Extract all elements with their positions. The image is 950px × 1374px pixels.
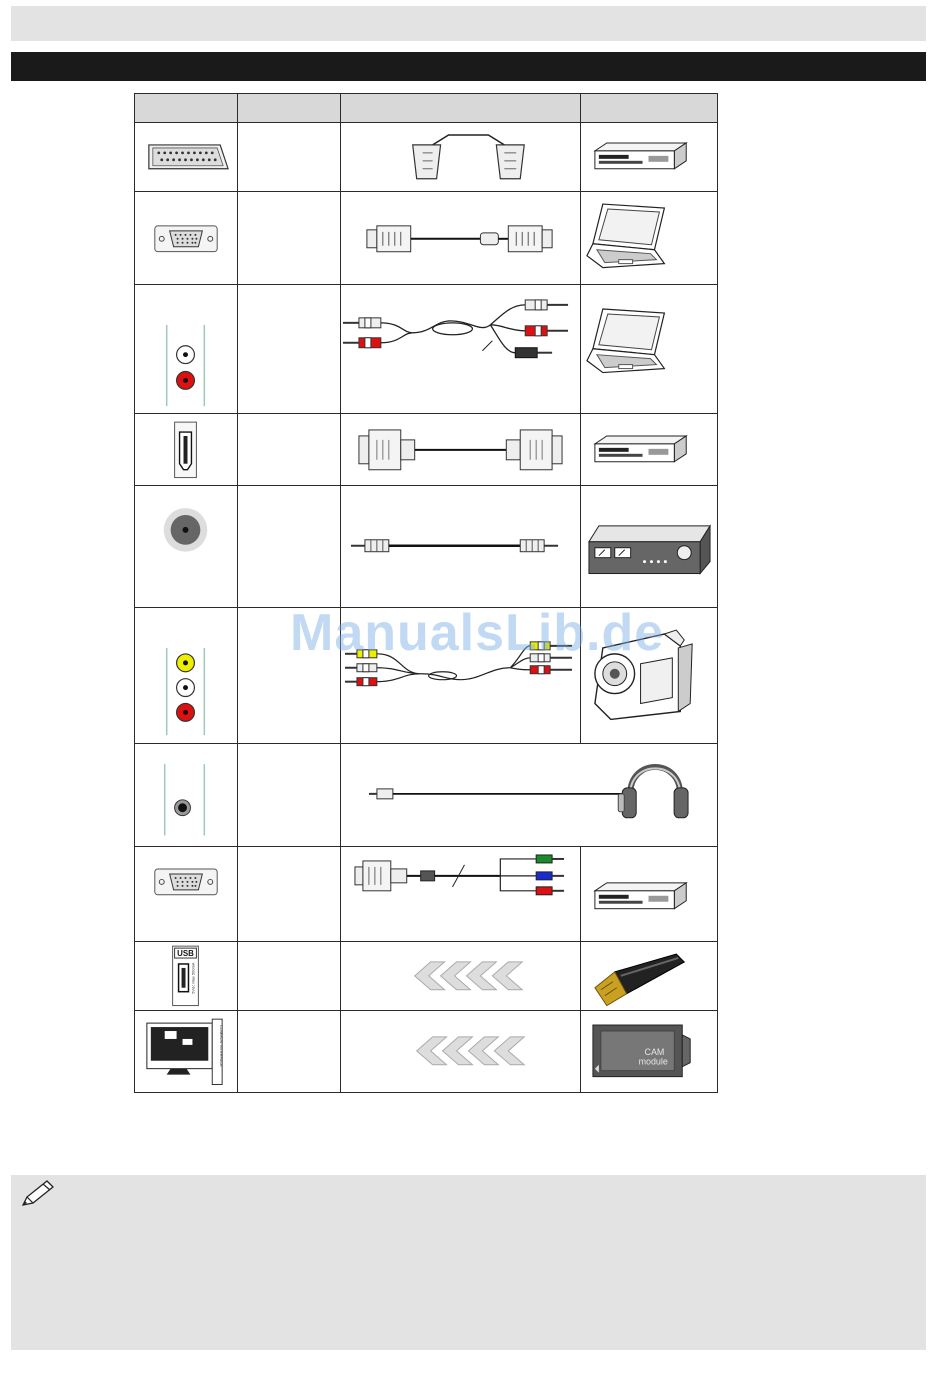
table-row	[135, 941, 718, 1011]
headphone-cable-icon	[341, 744, 718, 847]
row-label	[238, 285, 341, 413]
usb-rating-label: 5Vdc Max 500mA	[190, 962, 196, 994]
table-row	[135, 123, 718, 192]
coax-audio-cable-icon	[341, 486, 581, 607]
note-section	[11, 1175, 926, 1350]
hdmi-cable-icon	[341, 413, 581, 486]
ci-slot-label: COMMON INTERFACE	[219, 1025, 225, 1068]
header-band	[11, 6, 926, 41]
vga-socket-icon	[135, 847, 238, 942]
insert-arrows-icon	[341, 1011, 581, 1093]
scart-cable-icon	[341, 123, 581, 192]
vga-socket-icon	[135, 191, 238, 285]
headphones-icon	[618, 767, 688, 818]
pc-audio-cable-icon	[341, 285, 581, 413]
table-row	[135, 847, 718, 942]
usb-socket-icon	[135, 941, 238, 1011]
cam-label-line1: CAM	[644, 1047, 665, 1058]
laptop-icon	[581, 285, 718, 413]
spdif-coax-socket-icon	[135, 486, 238, 607]
laptop-icon	[581, 191, 718, 285]
insert-arrows-icon	[341, 941, 581, 1011]
cam-label-line2: module	[638, 1057, 668, 1068]
row-label	[238, 413, 341, 486]
ypbpr-cable-icon	[341, 847, 581, 942]
pencil-icon	[21, 1179, 57, 1207]
table-row	[135, 486, 718, 607]
dvd-recorder-icon	[581, 847, 718, 942]
headphone-jack-icon	[135, 744, 238, 847]
row-label	[238, 191, 341, 285]
header-type	[238, 94, 341, 123]
row-label	[238, 1011, 341, 1093]
header-connector	[135, 94, 238, 123]
scart-socket-icon	[135, 123, 238, 192]
row-label	[238, 847, 341, 942]
audio-in-rca-icon	[135, 285, 238, 413]
vga-cable-icon	[341, 191, 581, 285]
table-row	[135, 191, 718, 285]
table-row	[135, 744, 718, 847]
header-cable	[341, 94, 581, 123]
hdmi-socket-icon	[135, 413, 238, 486]
table-row	[135, 413, 718, 486]
row-label	[238, 123, 341, 192]
row-label	[238, 744, 341, 847]
table-header-row	[135, 94, 718, 123]
cam-module-icon	[581, 1011, 718, 1093]
usb-badge-label: USB	[177, 948, 194, 958]
dvd-recorder-icon	[581, 123, 718, 192]
dvd-recorder-icon	[581, 413, 718, 486]
header-device	[581, 94, 718, 123]
usb-stick-icon	[581, 941, 718, 1011]
ci-slot-icon	[135, 1011, 238, 1093]
connections-table	[134, 93, 718, 1093]
watermark: ManualsLib.de	[290, 604, 665, 662]
row-label	[238, 941, 341, 1011]
section-title-bar	[11, 52, 926, 81]
av-in-rca-icon	[135, 607, 238, 743]
table-row	[135, 1011, 718, 1093]
row-label	[238, 486, 341, 607]
amplifier-icon	[581, 486, 718, 607]
table-row	[135, 285, 718, 413]
